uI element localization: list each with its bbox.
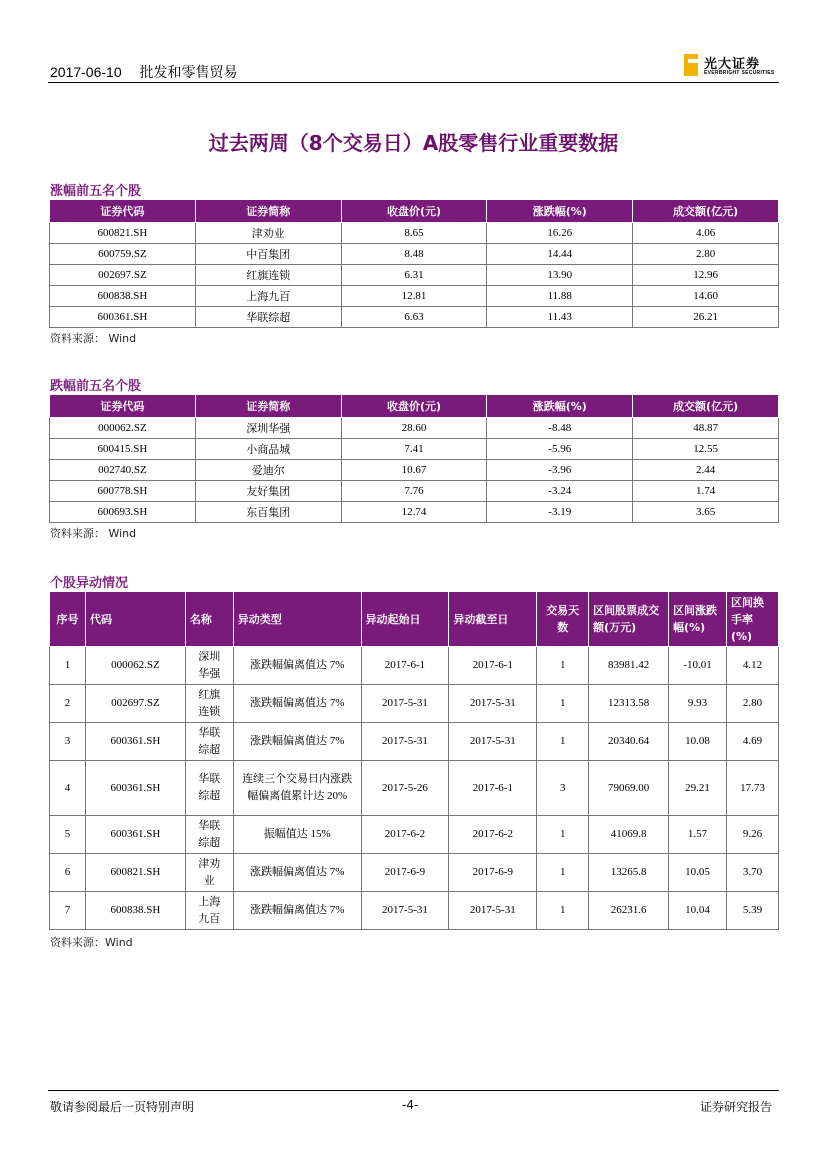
table-row — [50, 723, 779, 761]
table-row — [50, 685, 779, 723]
table-cell: 48.87 — [633, 418, 779, 439]
table-cell: 002697.SZ — [85, 685, 185, 723]
table-cell: 2.44 — [633, 460, 779, 481]
table-cell: 002740.SZ — [50, 460, 196, 481]
table-cell: 3 — [537, 761, 589, 816]
losers-source: 资料来源： Wind — [50, 527, 137, 540]
table-cell: 津劝业 — [195, 223, 341, 244]
table-cell: 涨跌幅偏离值达 7% — [233, 892, 361, 930]
table-cell: 000062.SZ — [50, 418, 196, 439]
table-cell: -5.96 — [487, 439, 633, 460]
column-header: 收盘价(元) — [341, 200, 487, 223]
table-cell: 2.80 — [726, 685, 778, 723]
table-cell: 涨跌幅偏离值达 7% — [233, 723, 361, 761]
table-cell: 中百集团 — [195, 244, 341, 265]
column-header: 涨跌幅(%) — [487, 200, 633, 223]
table-row — [50, 481, 779, 502]
table-cell: 600778.SH — [50, 481, 196, 502]
table-cell: 2017-6-9 — [449, 854, 537, 892]
table-row — [50, 854, 779, 892]
table-cell: 12.74 — [341, 502, 487, 523]
table-cell: 12.55 — [633, 439, 779, 460]
table-row — [50, 286, 779, 307]
table-cell: 20340.64 — [589, 723, 669, 761]
table-cell: 上海九百 — [185, 892, 233, 930]
table-cell: 红旗连锁 — [195, 265, 341, 286]
table-cell: 华联综超 — [195, 307, 341, 328]
table-cell: -10.01 — [669, 647, 727, 685]
column-header: 证券简称 — [195, 200, 341, 223]
table-cell: 华联综超 — [185, 761, 233, 816]
anomalies-heading: 个股异动情况 — [50, 576, 129, 591]
table-cell: 1.57 — [669, 816, 727, 854]
table-cell: 13265.8 — [589, 854, 669, 892]
table-cell: 4.69 — [726, 723, 778, 761]
table-cell: 7 — [50, 892, 86, 930]
table-cell: 2017-6-9 — [361, 854, 449, 892]
table-cell: 2017-6-1 — [449, 761, 537, 816]
table-cell: 爱迪尔 — [195, 460, 341, 481]
page-title: 过去两周（8个交易日）A股零售行业重要数据 — [208, 131, 619, 155]
table-cell: 600821.SH — [85, 854, 185, 892]
table-cell: 000062.SZ — [85, 647, 185, 685]
table-cell: 12313.58 — [589, 685, 669, 723]
table-cell: 6.63 — [341, 307, 487, 328]
column-header: 证券代码 — [50, 200, 196, 223]
page-header — [50, 62, 252, 82]
table-cell: 3 — [50, 723, 86, 761]
table-cell: -3.19 — [487, 502, 633, 523]
column-header: 证券简称 — [195, 395, 341, 418]
column-header: 代码 — [85, 592, 185, 647]
table-cell: 深圳华强 — [195, 418, 341, 439]
gainers-heading: 涨幅前五名个股 — [50, 184, 142, 199]
table-cell: 上海九百 — [195, 286, 341, 307]
table-cell: 1 — [537, 647, 589, 685]
table-cell: 3.65 — [633, 502, 779, 523]
table-cell: 连续三个交易日内涨跌幅偏离值累计达 20% — [233, 761, 361, 816]
table-cell: 002697.SZ — [50, 265, 196, 286]
table-row — [50, 761, 779, 816]
table-row — [50, 647, 779, 685]
table-cell: 17.73 — [726, 761, 778, 816]
table-row — [50, 307, 779, 328]
table-cell: 1 — [537, 816, 589, 854]
company-logo — [684, 53, 779, 79]
table-cell: 1 — [537, 723, 589, 761]
table-cell: 12.81 — [341, 286, 487, 307]
table-cell: 4 — [50, 761, 86, 816]
table-cell: 1 — [50, 647, 86, 685]
table-cell: 小商品城 — [195, 439, 341, 460]
table-cell: 2017-6-1 — [361, 647, 449, 685]
column-header: 交易天数 — [537, 592, 589, 647]
table-cell: 东百集团 — [195, 502, 341, 523]
table-row — [50, 892, 779, 930]
table-cell: 8.48 — [341, 244, 487, 265]
column-header: 序号 — [50, 592, 86, 647]
table-cell: 600415.SH — [50, 439, 196, 460]
losers-table — [49, 394, 779, 523]
table-cell: 14.60 — [633, 286, 779, 307]
table-cell: 2017-6-1 — [449, 647, 537, 685]
gainers-source: 资料来源： Wind — [50, 332, 137, 345]
table-cell: 7.76 — [341, 481, 487, 502]
table-cell: 2017-5-31 — [361, 723, 449, 761]
table-cell: 涨跌幅偏离值达 7% — [233, 647, 361, 685]
table-cell: 14.44 — [487, 244, 633, 265]
table-cell: 600838.SH — [50, 286, 196, 307]
footer-rule — [48, 1090, 779, 1091]
table-cell: -8.48 — [487, 418, 633, 439]
table-row — [50, 502, 779, 523]
table-cell: 600693.SH — [50, 502, 196, 523]
table-cell: 10.04 — [669, 892, 727, 930]
table-cell: 5 — [50, 816, 86, 854]
table-row — [50, 418, 779, 439]
footer-disclaimer: 敬请参阅最后一页特别声明 — [50, 1100, 195, 1114]
table-cell: 6.31 — [341, 265, 487, 286]
table-cell: 600361.SH — [50, 307, 196, 328]
table-cell: 振幅值达 15% — [233, 816, 361, 854]
table-cell: 6 — [50, 854, 86, 892]
table-cell: 79069.00 — [589, 761, 669, 816]
table-cell: 10.05 — [669, 854, 727, 892]
table-cell: 26231.6 — [589, 892, 669, 930]
report-category: 批发和零售贸易 — [139, 64, 238, 80]
table-cell: 600821.SH — [50, 223, 196, 244]
table-cell: 津劝业 — [185, 854, 233, 892]
column-header: 区间换手率(%) — [726, 592, 778, 647]
table-cell: 9.93 — [669, 685, 727, 723]
table-cell: 2017-5-31 — [449, 723, 537, 761]
table-row — [50, 816, 779, 854]
table-cell: 2 — [50, 685, 86, 723]
table-cell: 1 — [537, 854, 589, 892]
table-cell: 深圳华强 — [185, 647, 233, 685]
table-cell: 41069.8 — [589, 816, 669, 854]
table-cell: 2017-6-2 — [361, 816, 449, 854]
table-cell: 11.43 — [487, 307, 633, 328]
table-cell: 2017-5-31 — [449, 892, 537, 930]
table-row — [50, 223, 779, 244]
table-cell: 600361.SH — [85, 723, 185, 761]
column-header: 区间股票成交额(万元) — [589, 592, 669, 647]
footer-report-type: 证券研究报告 — [700, 1100, 773, 1114]
table-cell: -3.96 — [487, 460, 633, 481]
table-cell: 28.60 — [341, 418, 487, 439]
table-cell: 600361.SH — [85, 816, 185, 854]
table-cell: 600361.SH — [85, 761, 185, 816]
table-cell: 2017-6-2 — [449, 816, 537, 854]
table-cell: 16.26 — [487, 223, 633, 244]
logo-en: EVERBRIGHT SECURITIES — [704, 70, 775, 76]
table-cell: 2017-5-31 — [449, 685, 537, 723]
table-row — [50, 244, 779, 265]
header-rule — [48, 82, 779, 83]
table-row — [50, 265, 779, 286]
column-header: 涨跌幅(%) — [487, 395, 633, 418]
gainers-table — [49, 199, 779, 328]
table-cell: 华联综超 — [185, 723, 233, 761]
anomalies-table — [49, 591, 779, 930]
table-cell: 友好集团 — [195, 481, 341, 502]
table-cell: 83981.42 — [589, 647, 669, 685]
logo-mark-icon — [684, 54, 698, 76]
column-header: 证券代码 — [50, 395, 196, 418]
table-cell: 600759.SZ — [50, 244, 196, 265]
column-header: 名称 — [185, 592, 233, 647]
table-cell: 1 — [537, 892, 589, 930]
table-cell: 涨跌幅偏离值达 7% — [233, 854, 361, 892]
table-cell: 13.90 — [487, 265, 633, 286]
column-header: 异动类型 — [233, 592, 361, 647]
table-cell: 2.80 — [633, 244, 779, 265]
table-cell: 29.21 — [669, 761, 727, 816]
table-cell: -3.24 — [487, 481, 633, 502]
table-cell: 2017-5-26 — [361, 761, 449, 816]
table-row — [50, 460, 779, 481]
column-header: 异动起始日 — [361, 592, 449, 647]
column-header: 区间涨跌幅(%) — [669, 592, 727, 647]
table-cell: 26.21 — [633, 307, 779, 328]
page-number: -4- — [402, 1098, 419, 1112]
table-cell: 4.06 — [633, 223, 779, 244]
table-cell: 8.65 — [341, 223, 487, 244]
table-cell: 3.70 — [726, 854, 778, 892]
table-cell: 11.88 — [487, 286, 633, 307]
table-cell: 红旗连锁 — [185, 685, 233, 723]
column-header: 异动截至日 — [449, 592, 537, 647]
table-cell: 7.41 — [341, 439, 487, 460]
table-cell: 600838.SH — [85, 892, 185, 930]
column-header: 成交额(亿元) — [633, 200, 779, 223]
column-header: 成交额(亿元) — [633, 395, 779, 418]
table-row — [50, 439, 779, 460]
table-cell: 5.39 — [726, 892, 778, 930]
table-cell: 涨跌幅偏离值达 7% — [233, 685, 361, 723]
anomalies-source: 资料来源：Wind — [50, 936, 133, 949]
table-cell: 9.26 — [726, 816, 778, 854]
logo-cn: 光大证券 — [704, 57, 761, 72]
report-date: 2017-06-10 — [50, 64, 122, 80]
table-cell: 10.08 — [669, 723, 727, 761]
table-cell: 12.96 — [633, 265, 779, 286]
table-cell: 华联综超 — [185, 816, 233, 854]
losers-heading: 跌幅前五名个股 — [50, 379, 142, 394]
table-cell: 4.12 — [726, 647, 778, 685]
column-header: 收盘价(元) — [341, 395, 487, 418]
table-cell: 1.74 — [633, 481, 779, 502]
table-cell: 2017-5-31 — [361, 685, 449, 723]
table-cell: 2017-5-31 — [361, 892, 449, 930]
table-cell: 1 — [537, 685, 589, 723]
table-cell: 10.67 — [341, 460, 487, 481]
